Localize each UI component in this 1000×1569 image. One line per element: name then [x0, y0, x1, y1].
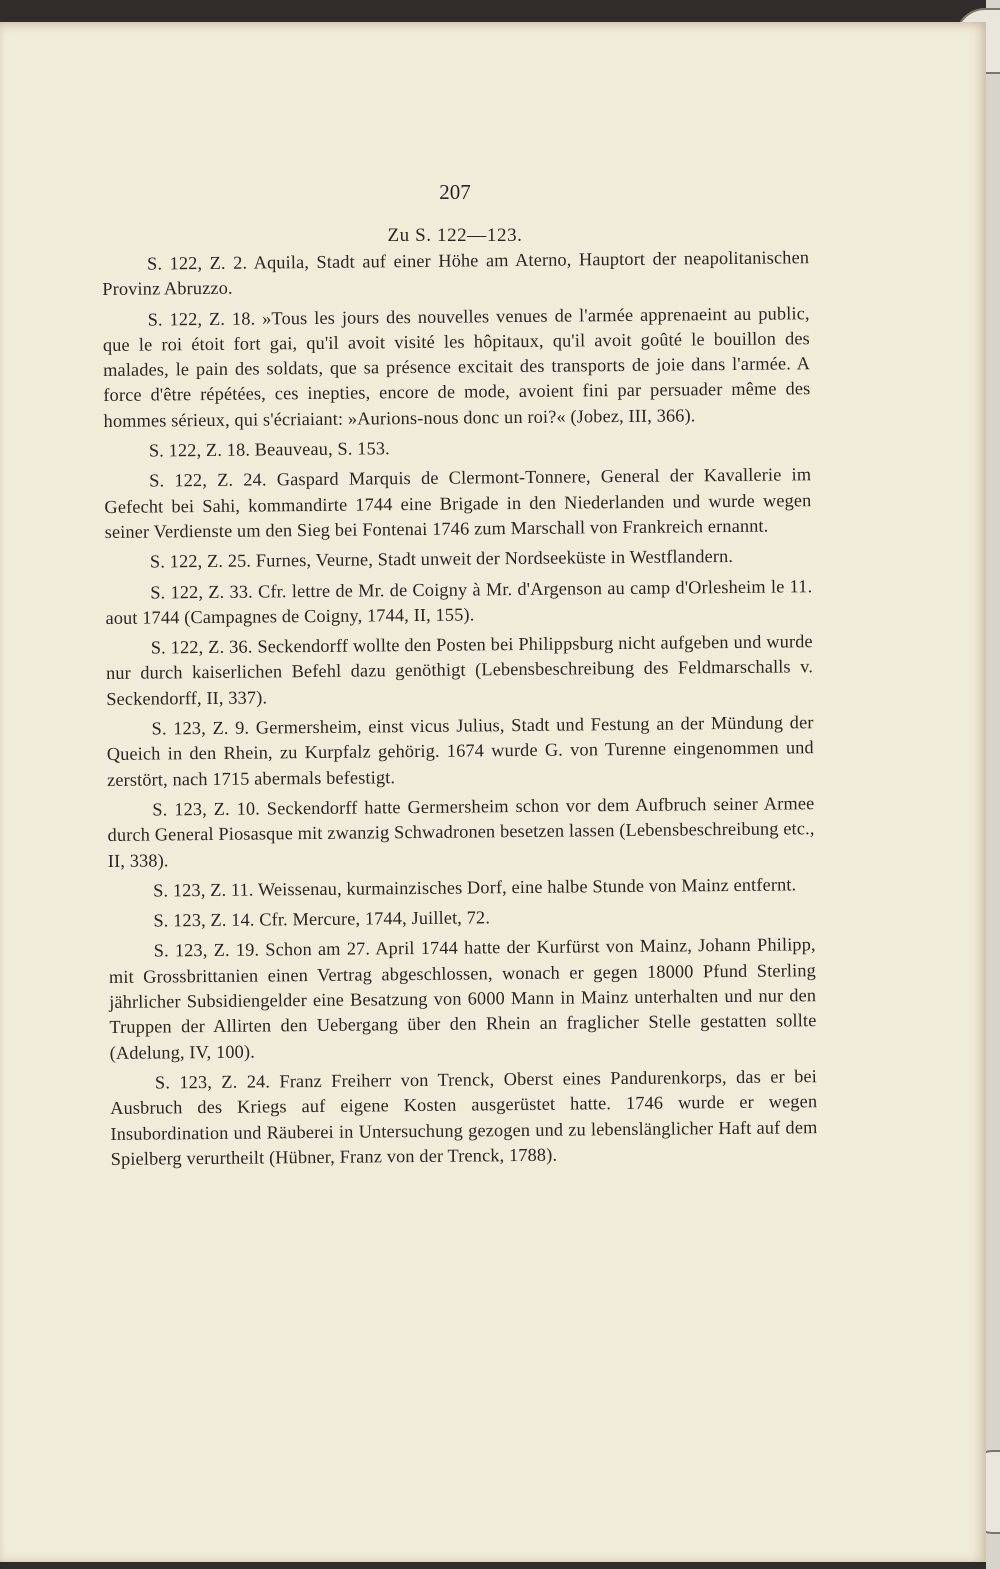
note-paragraph: S. 123, Z. 10. Seckendorff hatte Germersheim schon vor dem Aufbruch seiner Armee durch General Piosasque mit zwanzig Schwadronen besetzen lassen (Lebensbeschreibung etc., II, 338). [107, 793, 815, 871]
note-paragraph: S. 123, Z. 11. Weissenau, kurmainzisches Dorf, eine halbe Stunde von Mainz entfernt. [153, 874, 797, 901]
note-paragraph: S. 122, Z. 25. Furnes, Veurne, Stadt unweit der Nordseeküste in Westflandern. [149, 546, 734, 572]
note-paragraph: S. 122, Z. 2. Aquila, Stadt auf einer Höhe am Aterno, Hauptort der neapolitanischen Provinz Abruzzo. [102, 247, 810, 300]
note-paragraph: S. 123, Z. 24. Franz Freiherr von Trenck, Oberst eines Pandurenkorps, das er bei Ausbruch des Kriegs auf eigene Kosten ausgerüstet hatte. 1746 wurde er wegen Insubordination und Räuberei in Untersuchung gezogen und zu lebenslänglicher Haft auf dem Spielberg verurtheilt (Hübner, Franz von der Trenck, 1788). [110, 1066, 818, 1169]
notes-body [102, 245, 818, 1177]
book-page [0, 22, 986, 1562]
note-paragraph: S. 122, Z. 18. Beauveau, S. 153. [148, 438, 390, 461]
section-heading: Zu S. 122—123. [387, 225, 523, 246]
note-paragraph: S. 122, Z. 36. Seckendorff wollte den Posten bei Philippsburg nicht aufgeben und wurde nur durch kaiserlichen Befehl dazu genöthigt (Lebensbeschreibung des Feldmarschalls v. Seckendorff, II, 337). [105, 631, 814, 709]
note-paragraph: S. 123, Z. 14. Cfr. Mercure, 1744, Juillet, 72. [153, 907, 491, 931]
note-paragraph: S. 123, Z. 19. Schon am 27. April 1744 hatte der Kurfürst von Mainz, Johann Philipp, mit Grossbrittanien einen Vertrag abgeschlossen, wonach er gegen 18000 Pfund Sterling jährlicher Subsidiengelder eine Besatzung von 6000 Mann in Mainz unterhalten und nur den Truppen der Allirten den Uebergang über den Rhein an fraglicher Stelle gestatten sollte (Adelung, IV, 100). [108, 934, 817, 1063]
note-paragraph: S. 122, Z. 18. »Tous les jours des nouvelles venues de l'armée apprenaeint au public, que le roi étoit fort gai, qu'il avoit visité les hôpitaux, qu'il avoit goûté le bouillon des malades, le pain des soldats, que sa présence excitait des transports de joie dans l'armée. A force d'être répétées, ces inepties, encore de mode, avoient fini par persuader même des hommes sérieux, qui s'écriaiant: »Aurions-nous donc un roi?« (Jobez, III, 366). [102, 302, 811, 431]
note-paragraph: S. 122, Z. 24. Gaspard Marquis de Clermont-Tonnere, General der Kavallerie im Gefecht bei Sahi, kommandirte 1744 eine Brigade in den Niederlanden und wurde wegen seiner Verdienste um den Sieg bei Fontenai 1746 zum Marschall von Frankreich ernannt. [104, 464, 812, 542]
note-paragraph: S. 122, Z. 33. Cfr. lettre de Mr. de Coigny à Mr. d'Argenson au camp d'Orlesheim le 11. aout 1744 (Campagnes de Coigny, 1744, II, 155). [105, 575, 813, 628]
page-number: 207 [439, 180, 471, 204]
note-paragraph: S. 123, Z. 9. Germersheim, einst vicus Julius, Stadt und Festung an der Mündung der Queich in den Rhein, zu Kurpfalz gehörig. 1674 wurde G. von Turenne eingenommen und zerstört, nach 1715 abermals befestigt. [106, 712, 814, 790]
book-edge [986, 0, 1000, 1569]
